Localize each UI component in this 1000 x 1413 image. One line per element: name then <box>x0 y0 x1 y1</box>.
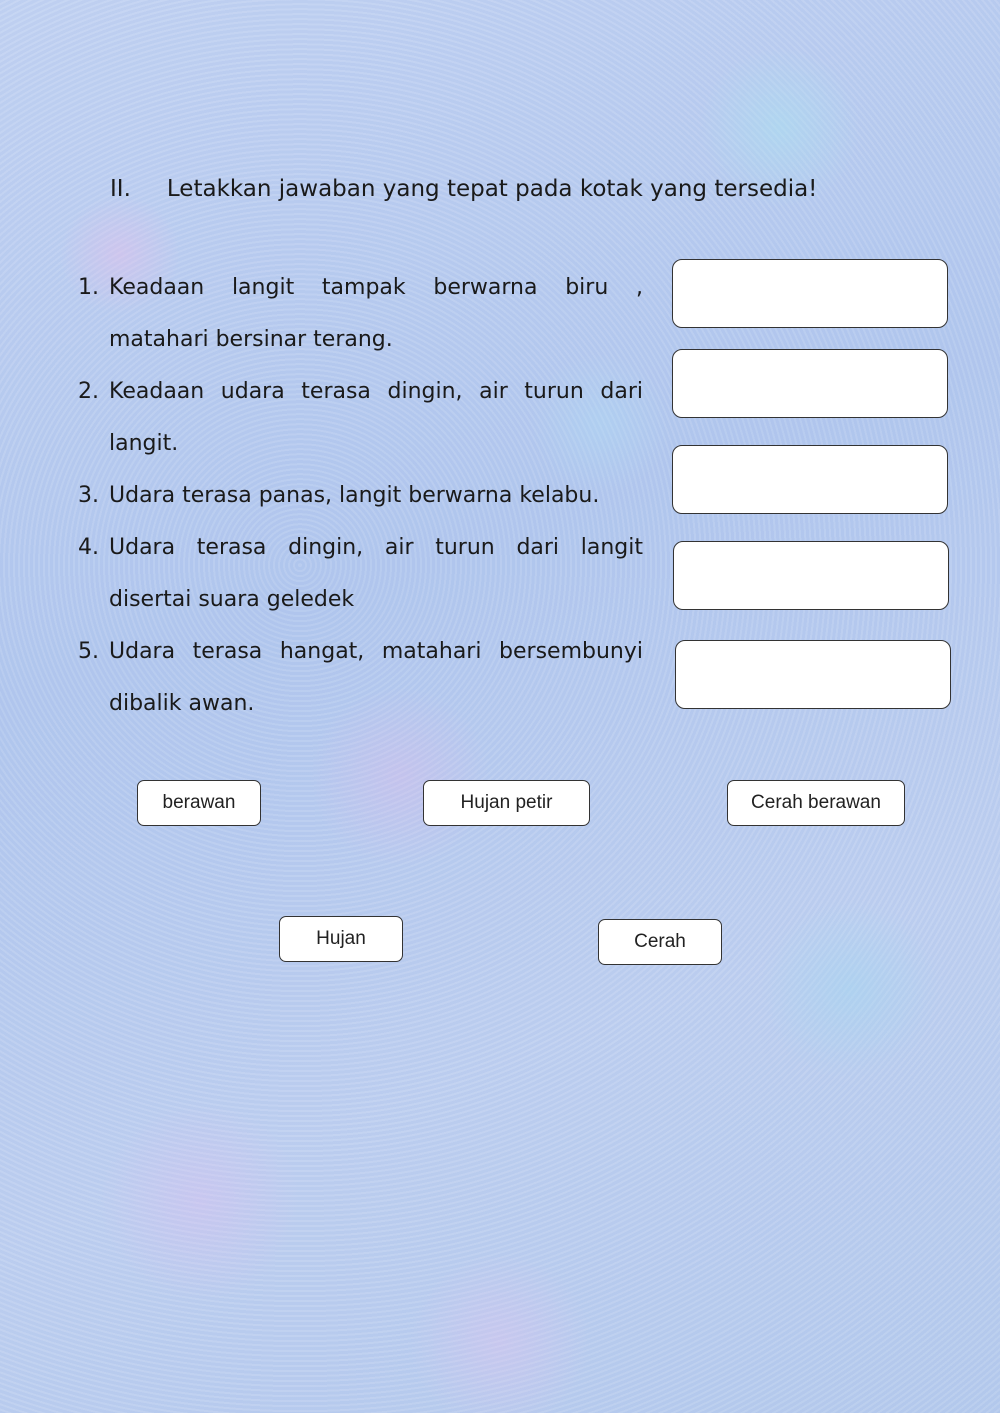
question-text: Udara terasa panas, langit berwarna kelabu. <box>109 483 600 508</box>
question-item <box>78 522 643 626</box>
answer-option-berawan[interactable]: berawan <box>137 780 261 826</box>
answer-drop-box-1[interactable] <box>672 259 948 328</box>
question-text: Udara terasa dingin, air turun dari langit disertai suara geledek <box>109 535 643 612</box>
answer-drop-box-2[interactable] <box>672 349 948 418</box>
answer-option-cerah-berawan[interactable]: Cerah berawan <box>727 780 905 826</box>
question-number: 4. <box>78 535 99 560</box>
question-text: Keadaan udara terasa dingin, air turun dari langit. <box>109 379 643 456</box>
answer-option-cerah[interactable]: Cerah <box>598 919 722 965</box>
instruction-heading <box>110 176 817 202</box>
question-text: Keadaan langit tampak berwarna biru , matahari bersinar terang. <box>109 275 643 352</box>
question-number: 1. <box>78 275 99 300</box>
question-number: 2. <box>78 379 99 404</box>
instruction-number: II. <box>110 176 131 202</box>
answer-drop-box-5[interactable] <box>675 640 951 709</box>
answer-drop-box-4[interactable] <box>673 541 949 610</box>
answer-drop-box-3[interactable] <box>672 445 948 514</box>
answer-option-hujan[interactable]: Hujan <box>279 916 403 962</box>
question-text: Udara terasa hangat, matahari bersembunyi dibalik awan. <box>109 639 643 716</box>
instruction-text: Letakkan jawaban yang tepat pada kotak yang tersedia! <box>166 176 818 202</box>
question-item <box>78 470 643 522</box>
question-number: 3. <box>78 483 99 508</box>
question-number: 5. <box>78 639 99 664</box>
question-item <box>78 626 643 730</box>
question-item <box>78 366 643 470</box>
question-item <box>78 262 643 366</box>
answer-option-hujan-petir[interactable]: Hujan petir <box>423 780 590 826</box>
question-list <box>78 262 643 730</box>
